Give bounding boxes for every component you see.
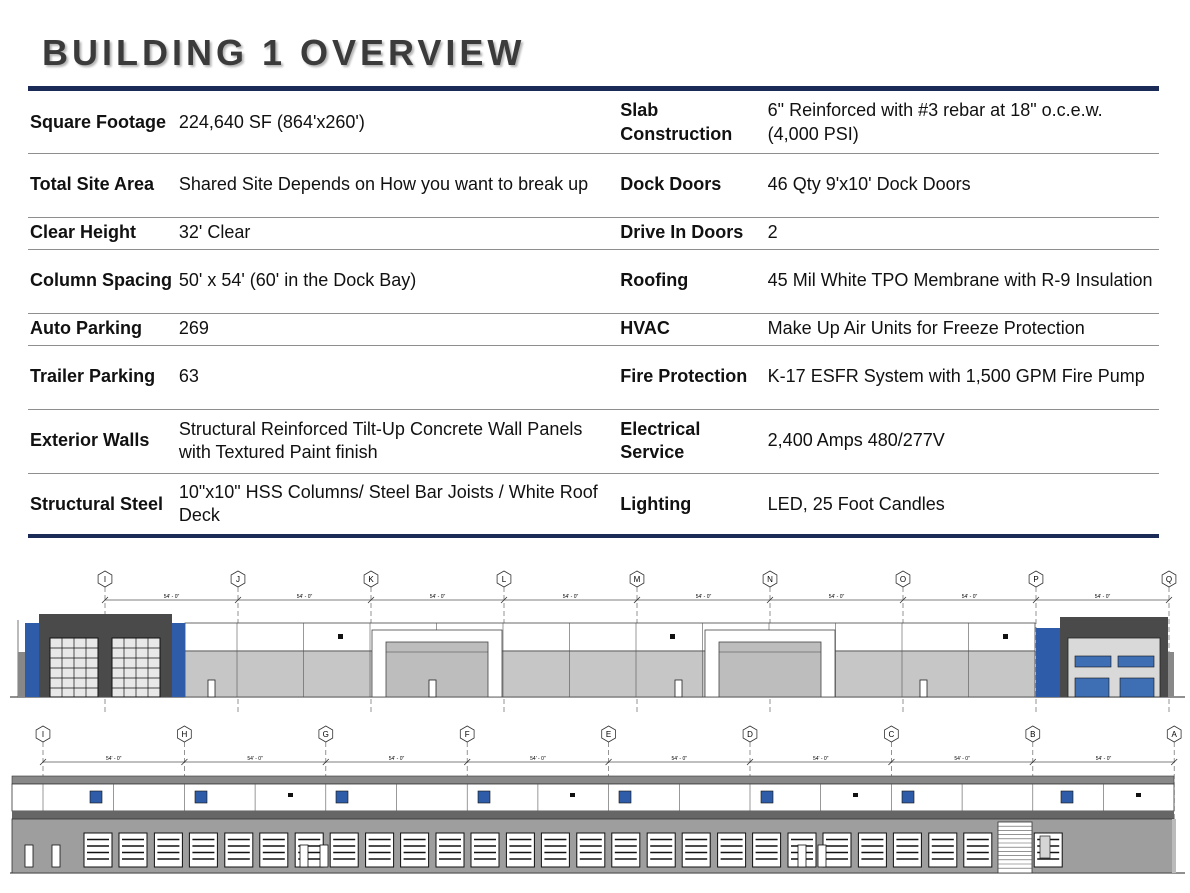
wall-lower-panel (185, 651, 1035, 697)
drive-in-door (386, 642, 488, 697)
office-accent (172, 623, 185, 697)
spec-label: Electrical Service (618, 409, 765, 473)
dock-door (823, 833, 851, 867)
dimension-label: 54' - 0" (105, 756, 122, 762)
vent (288, 793, 293, 797)
spec-label: Lighting (620, 493, 692, 514)
spec-value: 32' Clear (177, 217, 618, 249)
dock-door (154, 833, 182, 867)
dock-door (260, 833, 288, 867)
grid-label: Q (1165, 575, 1173, 584)
spec-value: Make Up Air Units for Freeze Protection (766, 313, 1159, 345)
grid-label: C (888, 730, 895, 739)
dock-door (84, 833, 112, 867)
man-door (300, 845, 308, 867)
grid-label: L (501, 575, 507, 584)
canopy-band (12, 811, 1174, 819)
wall-upper-band (12, 784, 1174, 811)
spec-label: Drive In Doors (618, 217, 765, 249)
dimension-label: 54' - 0" (530, 756, 546, 762)
spec-value: K-17 ESFR System with 1,500 GPM Fire Pump (766, 345, 1159, 409)
spec-value: 224,640 SF (864'x260') (177, 93, 618, 153)
man-door (675, 680, 682, 697)
grid-label: M (633, 575, 641, 584)
spec-value: 2 (766, 217, 1159, 249)
clerestory-window (336, 791, 348, 803)
office-accent (1036, 628, 1060, 697)
vent (670, 634, 675, 639)
top-elevation (10, 571, 1185, 712)
dimension-label: 54' - 0" (671, 756, 688, 762)
grid-label: D (747, 730, 753, 739)
spec-label: Clear Height (28, 217, 177, 249)
grid-label: J (236, 575, 240, 584)
page-title: BUILDING 1 OVERVIEW (42, 32, 526, 73)
dock-door (964, 833, 992, 867)
dimension-label: 54' - 0" (961, 594, 978, 600)
man-door (818, 845, 826, 867)
office-base (18, 652, 25, 697)
dimension-label: 54' - 0" (812, 756, 829, 762)
office-window (1118, 656, 1154, 667)
dock-door (436, 833, 464, 867)
office-accent (25, 623, 39, 697)
dimension-label: 54' - 0" (1094, 594, 1111, 600)
clerestory-window (195, 791, 207, 803)
spec-value: 46 Qty 9'x10' Dock Doors (766, 153, 1159, 217)
grid-label: K (368, 575, 374, 584)
dock-door (541, 833, 569, 867)
man-door (52, 845, 60, 867)
spec-label: Structural Steel (30, 493, 164, 514)
dock-door (506, 833, 534, 867)
spec-value: 2,400 Amps 480/277V (766, 409, 1159, 473)
dock-door (929, 833, 957, 867)
vent (570, 793, 575, 797)
dimension-label: 54' - 0" (695, 594, 712, 600)
grid-label: N (767, 575, 773, 584)
spec-value: 50' x 54' (60' in the Dock Bay) (177, 249, 618, 313)
clerestory-window (761, 791, 773, 803)
parapet-band (12, 776, 1174, 784)
office-base (1168, 652, 1174, 697)
dimension-label: 54' - 0" (429, 594, 446, 600)
spec-label: Exterior Walls (28, 409, 177, 473)
spec-label: Slab Construction (618, 93, 765, 153)
dock-door (893, 833, 921, 867)
clerestory-window (90, 791, 102, 803)
man-door (25, 845, 33, 867)
vent (1003, 634, 1008, 639)
dimension-label: 54' - 0" (388, 756, 405, 762)
dock-door (189, 833, 217, 867)
dock-door (295, 833, 323, 867)
dock-door (718, 833, 746, 867)
dock-door (647, 833, 675, 867)
grid-label: B (1030, 730, 1036, 739)
spec-label: Total Site Area (28, 153, 177, 217)
dimension-label: 54' - 0" (163, 594, 180, 600)
spec-value: 269 (177, 313, 618, 345)
dimension-label: 54' - 0" (828, 594, 845, 600)
drive-in-door (719, 642, 821, 697)
spec-label: Roofing (618, 249, 765, 313)
man-door (320, 845, 328, 867)
spec-label: Auto Parking (28, 313, 177, 345)
wall-upper-band (185, 623, 1035, 651)
vent (853, 793, 858, 797)
grid-label: G (322, 730, 329, 739)
clerestory-window (619, 791, 631, 803)
dock-door (225, 833, 253, 867)
grid-label: E (605, 730, 612, 739)
spec-label: Square Footage (28, 93, 177, 153)
spec-value: 10"x10" HSS Columns/ Steel Bar Joists / White Roof Deck (178, 481, 598, 526)
clerestory-window (1061, 791, 1073, 803)
dimension-label: 54' - 0" (1095, 756, 1112, 762)
grid-label: I (41, 730, 45, 739)
grid-label: A (1171, 730, 1177, 739)
entry-door (1120, 678, 1154, 697)
spec-value: LED, 25 Foot Candles (767, 493, 945, 514)
dimension-label: 54' - 0" (954, 756, 970, 762)
dimension-label: 54' - 0" (562, 594, 579, 600)
spec-label: Fire Protection (618, 345, 765, 409)
man-door (920, 680, 927, 697)
end-column (1172, 819, 1176, 873)
spec-value: 45 Mil White TPO Membrane with R-9 Insulation (766, 249, 1159, 313)
grid-label: I (103, 575, 107, 584)
man-door (429, 680, 436, 697)
spec-value: 63 (177, 345, 618, 409)
man-door (1040, 836, 1050, 858)
dock-door (753, 833, 781, 867)
dock-door (612, 833, 640, 867)
spec-value: 6" Reinforced with #3 rebar at 18" o.c.e.w. (4,000 PSI) (766, 93, 1159, 153)
spec-label: Trailer Parking (28, 345, 177, 409)
man-door (208, 680, 215, 697)
spec-value: Structural Reinforced Tilt-Up Concrete Wall Panels with Textured Paint finish (177, 409, 618, 473)
dimension-label: 54' - 0" (247, 756, 263, 762)
dock-door (858, 833, 886, 867)
dock-door (119, 833, 147, 867)
spec-label: Column Spacing (28, 249, 177, 313)
entry-door (1075, 678, 1109, 697)
man-door (798, 845, 806, 867)
grid-label: F (464, 730, 470, 739)
dock-door (471, 833, 499, 867)
vent (338, 634, 343, 639)
dock-door (577, 833, 605, 867)
dock-door (401, 833, 429, 867)
vent (1136, 793, 1141, 797)
clerestory-window (478, 791, 490, 803)
spec-label: Dock Doors (618, 153, 765, 217)
spec-label: HVAC (618, 313, 765, 345)
dock-door (682, 833, 710, 867)
dimension-label: 54' - 0" (296, 594, 313, 600)
dock-door (366, 833, 394, 867)
grid-label: P (1033, 575, 1039, 584)
spec-value: Shared Site Depends on How you want to break up (177, 153, 618, 217)
bottom-elevation (10, 726, 1185, 873)
grid-label: H (181, 730, 188, 739)
office-window (1075, 656, 1111, 667)
grid-label: O (899, 575, 907, 584)
clerestory-window (902, 791, 914, 803)
dock-door (330, 833, 358, 867)
